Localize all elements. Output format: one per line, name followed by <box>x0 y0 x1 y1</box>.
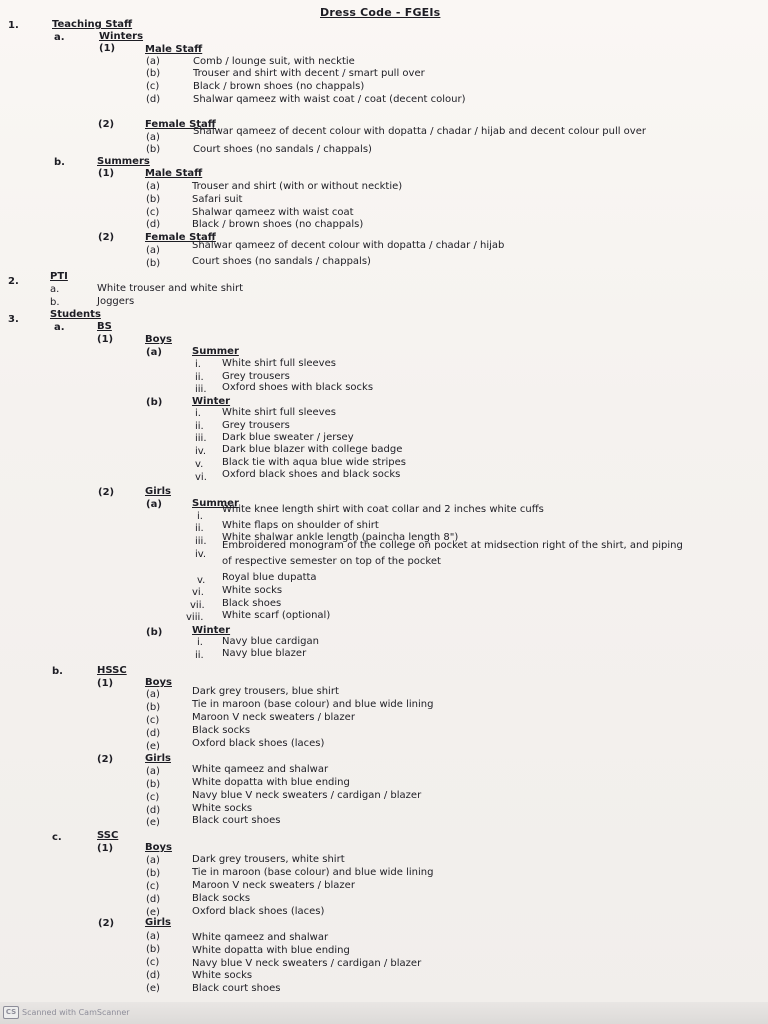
document-line: ii. <box>195 523 204 534</box>
document-line: Black shoes <box>222 598 282 609</box>
document-line: Court shoes (no sandals / chappals) <box>192 256 371 267</box>
document-line: Black tie with aqua blue wide stripes <box>222 457 406 468</box>
document-line: SSC <box>97 830 119 841</box>
document-line: Male Staff <box>145 168 203 179</box>
document-line: Maroon V neck sweaters / blazer <box>192 880 355 891</box>
document-line: Navy blue V neck sweaters / cardigan / blazer <box>192 790 422 801</box>
document-line: White shalwar ankle length (paincha length 8") <box>222 532 459 543</box>
document-line: Students <box>50 309 101 320</box>
document-line: Shalwar qameez of decent colour with dopatta / chadar / hijab and decent colour pull over <box>193 126 646 137</box>
document-line: Dark grey trousers, white shirt <box>192 854 345 865</box>
camscanner-logo-icon: CS <box>3 1006 19 1019</box>
document-line: i. <box>197 637 203 648</box>
document-line: Tie in maroon (base colour) and blue wide lining <box>192 699 434 710</box>
document-line: PTI <box>50 271 68 282</box>
document-line: Shalwar qameez of decent colour with dopatta / chadar / hijab <box>192 240 505 251</box>
document-line: White socks <box>192 803 253 814</box>
document-line: vi. <box>192 587 204 598</box>
document-line: (a) <box>146 855 160 866</box>
document-line: Dark blue blazer with college badge <box>222 444 403 455</box>
scanner-watermark <box>3 1006 130 1019</box>
document-line: (d) <box>146 805 161 816</box>
document-line: (b) <box>146 258 161 269</box>
document-line: b. <box>50 297 60 308</box>
document-line: Girls <box>145 917 171 928</box>
document-line: (2) <box>98 487 115 498</box>
document-line: Girls <box>145 486 171 497</box>
document-line: viii. <box>186 612 204 623</box>
document-line: Winters <box>99 31 144 42</box>
document-line: Boys <box>145 334 172 345</box>
document-line: Embroidered monogram of the college on pocket at midsection right of the shirt, and piping <box>222 540 683 551</box>
document-line: (a) <box>146 931 160 942</box>
document-line: (b) <box>146 144 161 155</box>
document-line: b. <box>54 157 65 168</box>
document-title: Dress Code - FGEIs <box>320 6 441 19</box>
document-line: (a) <box>146 766 160 777</box>
document-line: Joggers <box>97 296 135 307</box>
document-line: v. <box>197 575 206 586</box>
document-line: (c) <box>146 715 160 726</box>
document-line: of respective semester on top of the pocket <box>222 556 441 567</box>
document-line: Black / brown shoes (no chappals) <box>192 219 364 230</box>
document-line: iii. <box>195 536 207 547</box>
document-line: (a) <box>146 132 160 143</box>
document-line: White socks <box>222 585 283 596</box>
document-line: Navy blue cardigan <box>222 636 319 647</box>
document-line: 2. <box>8 276 19 287</box>
document-line: Navy blue V neck sweaters / cardigan / blazer <box>192 958 422 969</box>
document-line: (b) <box>146 944 161 955</box>
document-line: c. <box>52 832 62 843</box>
document-line: Oxford black shoes (laces) <box>192 738 325 749</box>
document-line: (c) <box>146 957 160 968</box>
document-line: Dark grey trousers, blue shirt <box>192 686 339 697</box>
document-line: (1) <box>97 843 114 854</box>
document-line: (a) <box>146 499 162 510</box>
document-line: (d) <box>146 894 161 905</box>
document-line: (b) <box>146 68 161 79</box>
document-line: Grey trousers <box>222 420 290 431</box>
document-line: Court shoes (no sandals / chappals) <box>193 144 372 155</box>
document-line: Royal blue dupatta <box>222 572 317 583</box>
document-line: Winter <box>192 625 231 636</box>
document-line: (e) <box>146 817 160 828</box>
document-line: Female Staff <box>145 119 216 130</box>
document-line: Teaching Staff <box>52 19 133 30</box>
document-line: (c) <box>146 81 160 92</box>
document-line: Female Staff <box>145 232 216 243</box>
document-line: (b) <box>146 779 161 790</box>
document-line: v. <box>195 459 204 470</box>
document-line: (e) <box>146 907 160 918</box>
document-line: Boys <box>145 677 172 688</box>
document-line: Navy blue blazer <box>222 648 307 659</box>
document-line: (a) <box>146 347 162 358</box>
document-line: White knee length shirt with coat collar and 2 inches white cuffs <box>222 504 544 515</box>
document-line: a. <box>54 32 65 43</box>
document-line: White shirt full sleeves <box>222 407 336 418</box>
document-line: Trouser and shirt (with or without necktie) <box>192 181 403 192</box>
document-line: (d) <box>146 219 161 230</box>
document-line: i. <box>197 511 203 522</box>
document-line: Trouser and shirt with decent / smart pull over <box>193 68 425 79</box>
document-line: BS <box>97 321 112 332</box>
document-line: (b) <box>146 702 161 713</box>
document-line: (1) <box>98 168 115 179</box>
document-line: vii. <box>190 600 205 611</box>
document-line: (a) <box>146 245 160 256</box>
document-line: White dopatta with blue ending <box>192 945 350 956</box>
document-line: iv. <box>195 549 207 560</box>
document-line: ii. <box>195 421 204 432</box>
document-line: 1. <box>8 20 19 31</box>
document-line: (e) <box>146 741 160 752</box>
document-line: (1) <box>99 43 116 54</box>
document-line: Grey trousers <box>222 371 290 382</box>
scanner-watermark-text: Scanned with CamScanner <box>22 1008 130 1017</box>
document-line: (b) <box>146 397 163 408</box>
document-line: (d) <box>146 728 161 739</box>
document-line: Maroon V neck sweaters / blazer <box>192 712 355 723</box>
document-line: Summer <box>192 498 239 509</box>
document-line: White scarf (optional) <box>222 610 331 621</box>
document-line: Black socks <box>192 893 251 904</box>
document-line: (b) <box>146 194 161 205</box>
document-line: (2) <box>98 119 115 130</box>
document-line: Shalwar qameez with waist coat / coat (decent colour) <box>193 94 466 105</box>
document-line: (2) <box>97 754 114 765</box>
document-line: Black / brown shoes (no chappals) <box>193 81 365 92</box>
document-line: (d) <box>146 94 161 105</box>
document-line: Shalwar qameez with waist coat <box>192 207 354 218</box>
document-line: vi. <box>195 472 207 483</box>
document-line: Summers <box>97 156 150 167</box>
document-line: (e) <box>146 983 160 994</box>
document-line: Male Staff <box>145 44 203 55</box>
document-line: (c) <box>146 207 160 218</box>
document-line: (2) <box>98 918 115 929</box>
document-line: (d) <box>146 970 161 981</box>
document-line: HSSC <box>97 665 127 676</box>
document-line: ii. <box>195 650 204 661</box>
document-line: (b) <box>146 627 163 638</box>
document-line: Oxford black shoes (laces) <box>192 906 325 917</box>
document-line: (c) <box>146 792 160 803</box>
document-line: White socks <box>192 970 253 981</box>
document-line: i. <box>195 408 201 419</box>
document-line: (1) <box>97 678 114 689</box>
document-line: Winter <box>192 396 231 407</box>
document-line: (a) <box>146 56 160 67</box>
document-line: (1) <box>97 334 114 345</box>
document-line: Black court shoes <box>192 983 281 994</box>
document-line: Summer <box>192 346 239 357</box>
document-line: White trouser and white shirt <box>97 283 244 294</box>
document-line: Dark blue sweater / jersey <box>222 432 354 443</box>
document-line: Oxford shoes with black socks <box>222 382 374 393</box>
document-line: Boys <box>145 842 172 853</box>
document-line: b. <box>52 666 63 677</box>
document-line: (b) <box>146 868 161 879</box>
document-line: (c) <box>146 881 160 892</box>
document-line: i. <box>195 359 201 370</box>
document-line: Girls <box>145 753 171 764</box>
document-line: Oxford black shoes and black socks <box>222 469 401 480</box>
document-line: a. <box>50 284 60 295</box>
document-line: Safari suit <box>192 194 243 205</box>
document-line: iv. <box>195 446 207 457</box>
document-line: White flaps on shoulder of shirt <box>222 520 379 531</box>
document-line: iii. <box>195 433 207 444</box>
document-line: White shirt full sleeves <box>222 358 336 369</box>
document-line: 3. <box>8 314 19 325</box>
document-line: White qameez and shalwar <box>192 932 329 943</box>
document-line: Black socks <box>192 725 251 736</box>
document-line: Tie in maroon (base colour) and blue wide lining <box>192 867 434 878</box>
document-line: (a) <box>146 181 160 192</box>
document-line: (2) <box>98 232 115 243</box>
document-line: White dopatta with blue ending <box>192 777 350 788</box>
document-line: iii. <box>195 384 207 395</box>
document-line: a. <box>54 322 65 333</box>
document-line: White qameez and shalwar <box>192 764 329 775</box>
document-line: Comb / lounge suit, with necktie <box>193 56 355 67</box>
document-line: Black court shoes <box>192 815 281 826</box>
document-line: (a) <box>146 689 160 700</box>
document-line: ii. <box>195 372 204 383</box>
